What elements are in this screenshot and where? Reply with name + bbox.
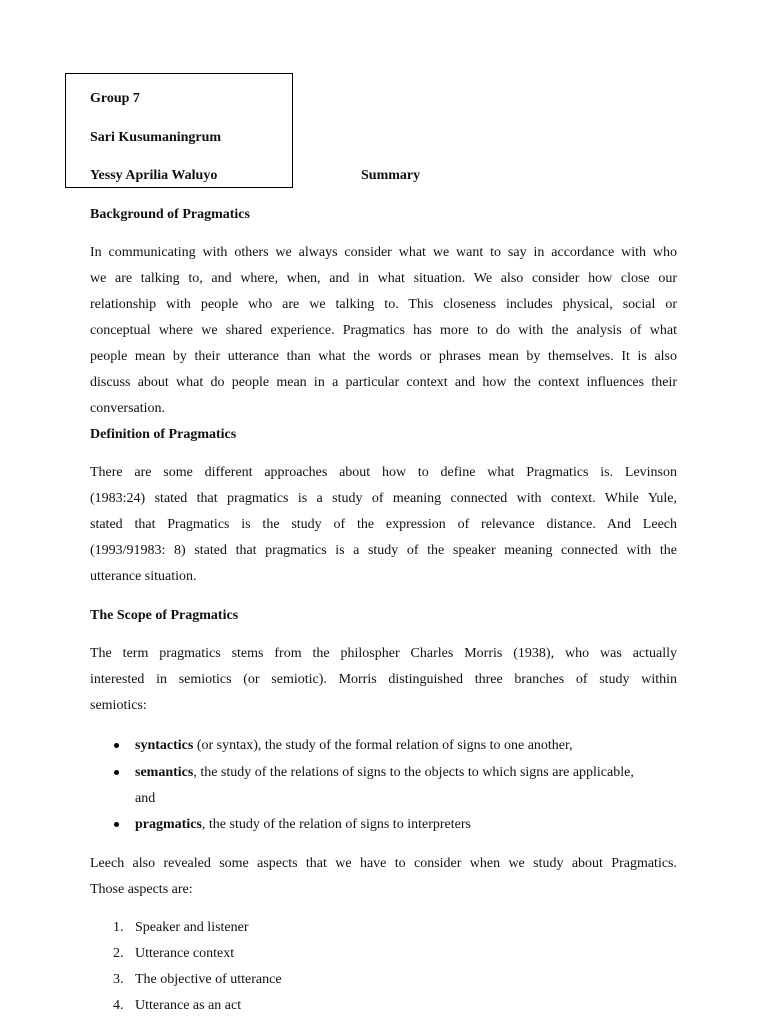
paragraph-line: The term pragmatics stems from the philospher Charles Morris (1938), who was actually bbox=[90, 646, 677, 661]
background-paragraph bbox=[90, 240, 677, 422]
bullet-icon bbox=[114, 770, 119, 775]
list-item bbox=[90, 967, 677, 993]
list-number: 3. bbox=[113, 972, 124, 987]
list-item-text: The objective of utterance bbox=[135, 972, 282, 987]
paragraph-line: There are some different approaches about how to define what Pragmatics is. Levinson bbox=[90, 465, 677, 480]
summary-title: Summary bbox=[361, 168, 421, 183]
list-item bbox=[90, 760, 677, 812]
paragraph-line: (1983:24) stated that pragmatics is a study of meaning connected with context. While Yule, bbox=[90, 491, 677, 506]
list-number: 4. bbox=[113, 998, 124, 1013]
list-item bbox=[90, 733, 677, 759]
paragraph-line: discuss about what do people mean in a particular context and how the context influences their bbox=[90, 375, 677, 390]
list-item-text: Utterance as an act bbox=[135, 998, 242, 1013]
paragraph-line: In communicating with others we always consider what we want to say in accordance with who bbox=[90, 245, 677, 260]
paragraph-line: Leech also revealed some aspects that we have to consider when we study about Pragmatics. bbox=[90, 856, 677, 871]
bullet-icon bbox=[114, 822, 119, 827]
list-item bbox=[90, 941, 677, 967]
member-name-1: Sari Kusumaningrum bbox=[90, 130, 222, 145]
term-semantics: semantics bbox=[135, 765, 194, 780]
group-label: Group 7 bbox=[90, 91, 140, 106]
definition-heading: Definition of Pragmatics bbox=[90, 427, 237, 442]
paragraph-line: conceptual where we shared experience. Pragmatics has more to do with the analysis of what bbox=[90, 323, 677, 338]
paragraph-line: Those aspects are: bbox=[90, 882, 193, 897]
term-description: , the study of the relations of signs to the objects to which signs are applicable, bbox=[193, 765, 634, 780]
term-description: (or syntax), the study of the formal relation of signs to one another, bbox=[193, 738, 573, 753]
member-name-2: Yessy Aprilia Waluyo bbox=[90, 168, 218, 183]
paragraph-line: semiotics: bbox=[90, 698, 147, 713]
paragraph-line: we are talking to, and where, when, and in what situation. We also consider how close our bbox=[90, 271, 677, 286]
leech-paragraph bbox=[90, 851, 677, 903]
scope-heading: The Scope of Pragmatics bbox=[90, 608, 239, 623]
paragraph-line: utterance situation. bbox=[90, 569, 197, 584]
list-item bbox=[90, 993, 677, 1019]
paragraph-line: relationship with people who are we talking to. This closeness includes physical, social or bbox=[90, 297, 677, 312]
paragraph-line: (1993/91983: 8) stated that pragmatics is a study of the speaker meaning connected with the bbox=[90, 543, 677, 558]
background-heading: Background of Pragmatics bbox=[90, 207, 250, 222]
list-item-text: Utterance context bbox=[135, 946, 235, 961]
aspects-list bbox=[90, 915, 677, 1019]
term-pragmatics: pragmatics bbox=[135, 817, 202, 832]
definition-paragraph bbox=[90, 460, 677, 590]
term-description-cont: and bbox=[135, 791, 156, 806]
paragraph-line: stated that Pragmatics is the study of the expression of relevance distance. And Leech bbox=[90, 517, 677, 532]
bullet-icon bbox=[114, 743, 119, 748]
list-item bbox=[90, 812, 677, 838]
list-number: 2. bbox=[113, 946, 124, 961]
list-item-text: Speaker and listener bbox=[135, 920, 249, 935]
paragraph-line: conversation. bbox=[90, 401, 166, 416]
list-number: 1. bbox=[113, 920, 124, 935]
paragraph-line: interested in semiotics (or semiotic). Morris distinguished three branches of study within bbox=[90, 672, 677, 687]
term-syntactics: syntactics bbox=[135, 738, 194, 753]
list-item bbox=[90, 915, 677, 941]
scope-paragraph bbox=[90, 641, 677, 719]
semiotics-branches-list bbox=[90, 733, 677, 838]
paragraph-line: people mean by their utterance than what the words or phrases mean by themselves. It is also bbox=[90, 349, 677, 364]
term-description: , the study of the relation of signs to interpreters bbox=[201, 817, 471, 832]
